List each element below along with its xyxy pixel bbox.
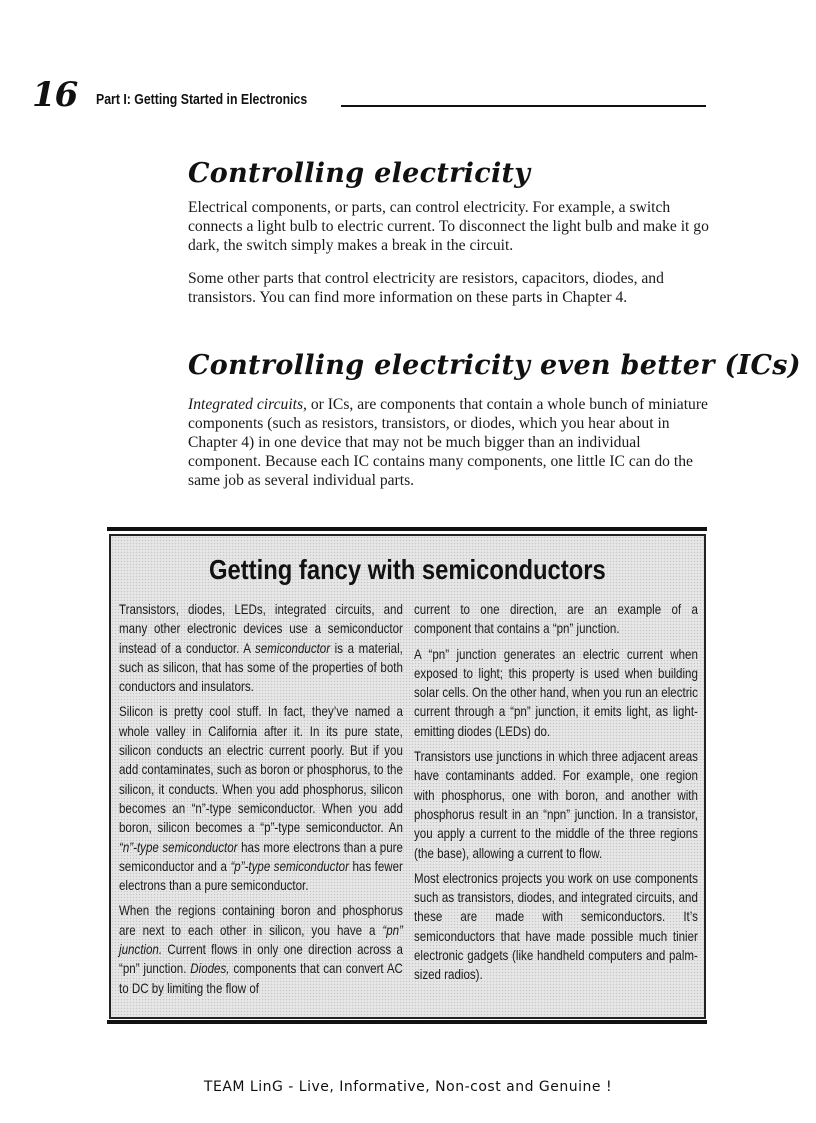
- text: Transistors, diodes, LEDs, integrated circuits, and many other electronic devices use a semiconductor instead of a conductor. A: [119, 602, 403, 656]
- term-n-type: “n”-type semiconductor: [119, 839, 238, 855]
- paragraph: [188, 395, 713, 490]
- sidebar-top-rule: [107, 527, 707, 531]
- footer-watermark: TEAM LinG - Live, Informative, Non-cost and Genuine !: [203, 1079, 613, 1095]
- section-body-controlling-electricity: [188, 198, 713, 321]
- sidebar-right-column: [414, 600, 698, 991]
- sidebar-paragraph: [119, 901, 403, 997]
- sidebar-paragraph: A “pn” junction generates an electric current when exposed to light; this property is used when building solar cells. On the other hand, when you run an electric current through a “pn” junction, it emits light, as light-emitting diodes (LEDs) do.: [414, 646, 698, 739]
- paragraph-text: or ICs, are components that contain a whole bunch of miniature components (such as resistors, transistors, or diodes, which you hear about in Chapter 4) in one device that may not be much bigger than an individual component. Because each IC contains many components, one little IC can do the same job as several individual parts.: [188, 396, 708, 489]
- term-p-type: “p”-type semiconductor: [230, 858, 349, 874]
- sidebar-paragraph: Most electronics projects you work on use components such as transistors, diodes, and integrated circuits, and these are made with semiconductors. It’s semiconductors that have made possible much tinier electronic gadgets (like handheld computers and palm-sized radios).: [414, 870, 698, 983]
- text: Silicon is pretty cool stuff. In fact, they’ve named a whole valley in California after it. In its pure state, silicon conducts an electric current poorly. But if you add contaminates, such as boron or phosphorus, to the silicon, it conducts. When you add phosphorus, silicon becomes an “n”-type semiconductor. When you add boron, silicon becomes a “p”-type semiconductor. An: [119, 704, 403, 836]
- section-body-ics: [188, 395, 713, 504]
- text: is a material, such as silicon, that has some of the properties of both conductors and insulators.: [119, 640, 403, 695]
- running-head-text: Part I: Getting Started in Electronics: [96, 91, 308, 108]
- term-semiconductor: semiconductor: [254, 640, 331, 656]
- sidebar-left-column: [119, 600, 403, 1004]
- sidebar-title-text: Getting fancy with semiconductors: [209, 554, 606, 585]
- running-head-rule: [341, 105, 706, 107]
- sidebar-paragraph: Transistors use junctions in which three adjacent areas have contaminants added. For example, one region with phosphorus, one with boron, and another with phosphorus result in an “npn” junction. In a transistor, you apply a current to the middle of the three regions (the base), allowing a current to flow.: [414, 749, 698, 861]
- text: components that can convert AC to DC by limiting the flow of: [119, 961, 403, 996]
- section-heading-controlling-electricity: Controlling electricity: [188, 158, 531, 189]
- running-head: [96, 92, 706, 107]
- sidebar-paragraph: [119, 600, 403, 696]
- paragraph: Some other parts that control electricity are resistors, capacitors, diodes, and transistors. You can find more information on these parts in Chapter 4.: [188, 270, 664, 306]
- term-pn-junction: “pn” junction.: [119, 922, 403, 958]
- sidebar-paragraph: current to one direction, are an example of a component that contains a “pn” junction.: [414, 602, 698, 637]
- page-number: 16: [32, 75, 78, 115]
- sidebar-title: [111, 556, 704, 584]
- sidebar-paragraph: [119, 702, 403, 895]
- text: has fewer electrons than a pure semiconductor.: [119, 858, 403, 894]
- term-diodes: Diodes,: [190, 961, 230, 977]
- section-heading-ics: Controlling electricity even better (ICs): [188, 350, 801, 381]
- text: has more electrons than a pure semiconductor and a: [119, 839, 403, 874]
- sidebar-bottom-rule: [107, 1020, 707, 1024]
- sidebar-box: [109, 534, 706, 1019]
- text: When the regions containing boron and phosphorus are next to each other in silicon, you have a: [119, 903, 403, 938]
- text: Current flows in only one direction across a “pn” junction.: [119, 942, 403, 977]
- paragraph: Electrical components, or parts, can control electricity. For example, a switch connects a light bulb to electric current. To disconnect the light bulb and make it go dark, the switch simply makes a break in the circuit.: [188, 199, 709, 254]
- term-integrated-circuits: Integrated circuits,: [188, 396, 307, 413]
